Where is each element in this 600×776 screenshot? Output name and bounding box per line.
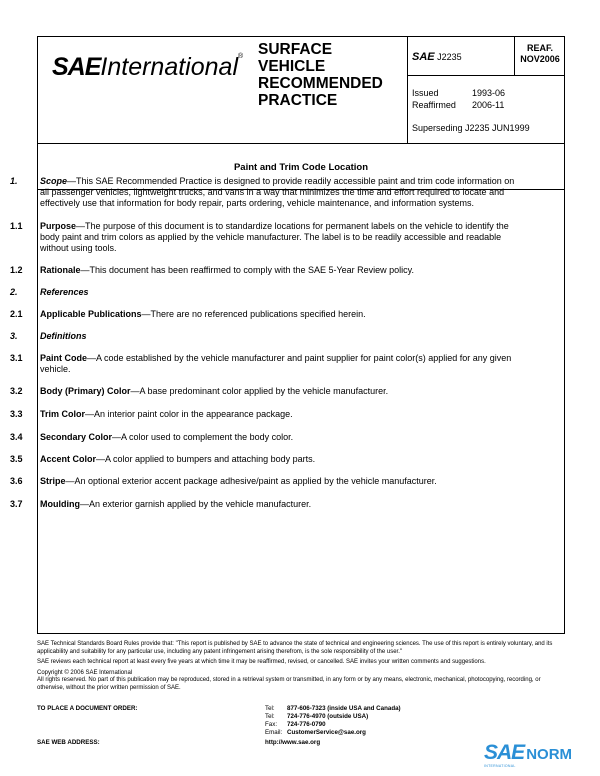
document-number — [412, 51, 462, 63]
doc-type-line: VEHICLE — [258, 58, 326, 75]
reaf-label: REAF. — [526, 43, 553, 53]
header-divider — [407, 37, 408, 143]
section-2 — [10, 287, 516, 298]
email-label: Email: — [265, 729, 283, 736]
section-number: 3.5 — [10, 454, 23, 464]
issued-date: 1993-06 — [472, 88, 506, 98]
section-heading: Accent Color — [40, 454, 97, 464]
section-3-7 — [10, 499, 516, 510]
document-header — [38, 37, 564, 144]
norm-logo-norm: NORM — [526, 746, 573, 763]
reaffirmed-date: 2006-11 — [472, 100, 505, 110]
section-number: 3.4 — [10, 432, 23, 442]
email-value[interactable]: CustomerService@sae.org — [287, 729, 366, 736]
section-heading: Trim Color — [40, 409, 86, 419]
section-number: 1. — [10, 176, 18, 186]
section-2-1 — [10, 309, 516, 320]
header-divider — [514, 37, 515, 75]
section-1-2 — [10, 265, 516, 276]
section-heading: Stripe — [40, 476, 66, 486]
section-3-1 — [10, 353, 516, 375]
section-number: 2.1 — [10, 309, 23, 319]
section-number: 2. — [10, 287, 18, 297]
section-number: 3.6 — [10, 476, 23, 486]
section-heading: Purpose — [40, 221, 77, 231]
section-text: —The purpose of this document is to standardize locations for permanent labels on the vehicle to identify the body paint and trim colors as applied by the vehicle manufacturer. The label is to be readily accessible and readable without using tools. — [40, 221, 509, 253]
section-text: —An interior paint color in the appearance package. — [85, 409, 293, 419]
review-text: SAE reviews each technical report at least every five years at which time it may be reaffirmed, revised, or cancelled. SAE invites your written comments and suggestions. — [37, 659, 486, 665]
section-heading: Scope — [40, 176, 68, 186]
section-3-2 — [10, 386, 516, 397]
issue-dates — [412, 87, 505, 111]
web-address-link[interactable]: http://www.sae.org — [265, 739, 321, 746]
rules-text: SAE Technical Standards Board Rules provide that: "This report is published by SAE to advance the state of technical and engineering sciences. The use of this report is entirely voluntary, and its applicability and suitability for any particular use, including any patent infringement arising therefrom, is the sole responsibility of the user." — [37, 641, 553, 655]
doc-type-line: RECOMMENDED — [258, 75, 383, 92]
section-heading: Definitions — [40, 331, 87, 341]
section-number: 3.2 — [10, 386, 23, 396]
sae-norm-logo — [484, 741, 573, 768]
fax-label: Fax: — [265, 721, 278, 728]
tel2-label: Tel: — [265, 713, 275, 720]
section-number: 1.1 — [10, 221, 23, 231]
section-heading: Moulding — [40, 499, 80, 509]
web-label: SAE WEB ADDRESS: — [37, 739, 100, 746]
section-1-1 — [10, 221, 516, 254]
doc-number: J2235 — [437, 52, 462, 62]
logo-international: International — [100, 53, 239, 81]
logo-sae: SAE — [52, 53, 101, 81]
copyright-text: Copyright © 2006 SAE International — [37, 669, 133, 676]
section-heading: Body (Primary) Color — [40, 386, 131, 396]
section-text: —A base predominant color applied by the vehicle manufacturer. — [130, 386, 389, 396]
section-number: 1.2 — [10, 265, 23, 275]
section-number: 3.7 — [10, 499, 23, 509]
section-text: —This SAE Recommended Practice is designed to provide readily accessible paint and trim code information on all passenger vehicles, lightweight trucks, and vans in a way that minimizes the time and effort required to locate and effectively use that information for body repair, parts ordering, vehicle maintenance, and information systems. — [40, 176, 515, 208]
section-text: —A code established by the vehicle manufacturer and paint supplier for paint color(s) applied for any given vehicle. — [40, 353, 512, 374]
document-title: Paint and Trim Code Location — [233, 162, 369, 173]
reaf-date: NOV2006 — [520, 54, 560, 64]
header-divider — [407, 75, 564, 76]
doc-type-line: SURFACE — [258, 41, 333, 58]
section-1 — [10, 176, 516, 209]
section-heading: Rationale — [40, 265, 81, 275]
rights-text: All rights reserved. No part of this publication may be reproduced, stored in a retrieval system or transmitted, in any form or by any means, electronic, mechanical, photocopying, recording, or otherwise, without the prior written permission of SAE. — [37, 677, 541, 691]
document-body — [10, 176, 516, 510]
section-heading: Applicable Publications — [40, 309, 142, 319]
section-3 — [10, 331, 516, 342]
section-text: —This document has been reaffirmed to comply with the SAE 5-Year Review policy. — [80, 265, 415, 275]
issued-label: Issued — [412, 88, 439, 98]
superseding-note: Superseding J2235 JUN1999 — [412, 123, 530, 133]
tel-value: 877-606-7323 (inside USA and Canada) — [287, 705, 401, 712]
document-type — [258, 41, 383, 109]
section-number: 3.1 — [10, 353, 23, 363]
doc-prefix: SAE — [412, 51, 435, 63]
section-3-4 — [10, 432, 516, 443]
reaffirmed-label: Reaffirmed — [412, 100, 456, 110]
standards-footer — [37, 641, 565, 692]
order-label: TO PLACE A DOCUMENT ORDER: — [37, 705, 138, 712]
section-text: —A color applied to bumpers and attaching body parts. — [96, 454, 316, 464]
section-heading: Secondary Color — [40, 432, 113, 442]
section-heading: Paint Code — [40, 353, 88, 363]
section-text: —An optional exterior accent package adhesive/paint as applied by the vehicle manufacturer. — [65, 476, 437, 486]
tel-label: Tel: — [265, 705, 275, 712]
doc-type-line: PRACTICE — [258, 92, 338, 109]
sae-international-logo — [52, 53, 243, 82]
reaffirmation-box — [518, 43, 562, 65]
section-3-6 — [10, 476, 516, 487]
section-number: 3. — [10, 331, 18, 341]
norm-logo-sae: SAE — [484, 741, 525, 764]
fax-value: 724-776-0790 — [287, 721, 326, 728]
section-heading: References — [40, 287, 89, 297]
norm-logo-sub: INTERNATIONAL — [484, 764, 516, 768]
section-text: —A color used to complement the body color. — [112, 432, 294, 442]
section-3-3 — [10, 409, 516, 420]
section-number: 3.3 — [10, 409, 23, 419]
section-3-5 — [10, 454, 516, 465]
section-text: —There are no referenced publications specified herein. — [141, 309, 366, 319]
tel2-value: 724-776-4970 (outside USA) — [287, 713, 369, 720]
section-text: —An exterior garnish applied by the vehicle manufacturer. — [80, 499, 312, 509]
logo-trademark: ® — [238, 53, 244, 60]
